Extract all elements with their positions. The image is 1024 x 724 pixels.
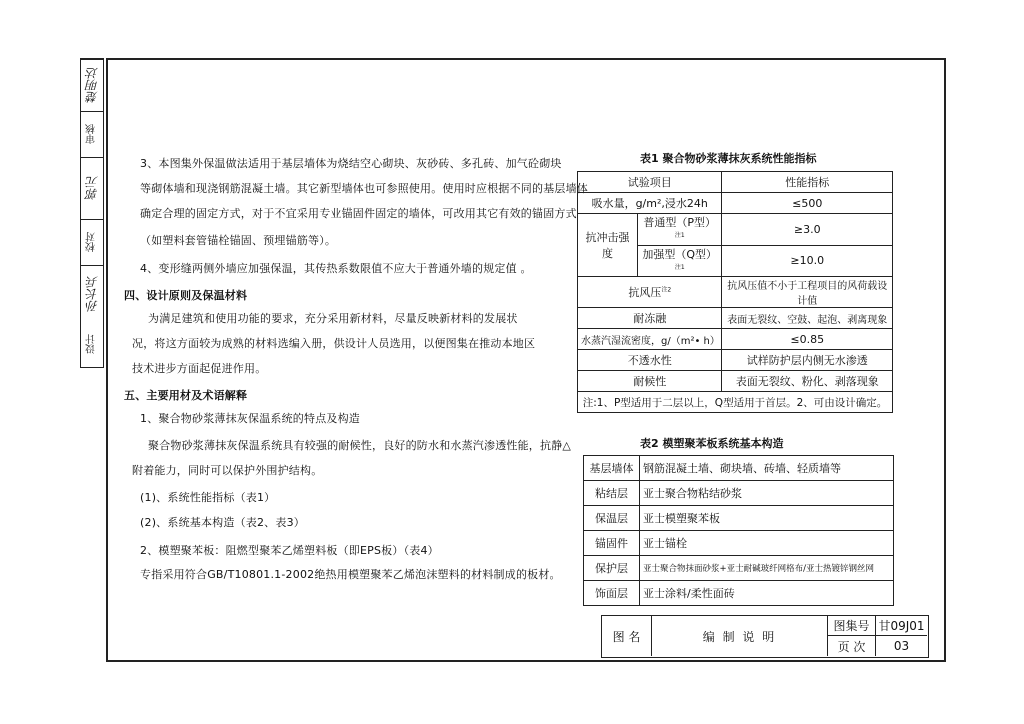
paragraph-line: 3、本图集外保温做法适用于基层墙体为烧结空心砌块、灰砂砖、多孔砖、加气砼砌块: [140, 157, 562, 170]
subsection-heading: 1、聚合物砂浆薄抹灰保温系统的特点及构造: [140, 412, 360, 425]
table-cell: 普通型（P型）$^{注1}$: [638, 214, 722, 246]
designer-signature: 孙长兵: [81, 265, 103, 323]
paragraph-line: 聚合物砂浆薄抹灰保温系统具有较强的耐候性，良好的防水和水蒸汽渗透性能，抗静△: [148, 439, 572, 452]
table-note: 注:1、P型适用于二层以上，Q型适用于首层。2、可由设计确定。: [578, 392, 893, 413]
table-cell: ≤500: [722, 193, 893, 214]
table-cell: 亚士涂料/柔性面砖: [640, 581, 894, 606]
performance-table: [577, 171, 893, 413]
table-header: 性能指标: [722, 172, 893, 193]
table-cell: 表面无裂纹、空鼓、起泡、剥离现象: [722, 308, 893, 329]
table-cell: 粘结层: [584, 481, 640, 506]
reviewer-signature: 楚明达: [81, 59, 103, 111]
paragraph-line: 技术进步方面起促进作用。: [132, 362, 267, 375]
table-cell: 抗冲击强度: [578, 214, 638, 277]
table-cell: 试样防护层内侧无水渗透: [722, 350, 893, 371]
approval-strip: [80, 58, 104, 368]
table-cell: ≤0.85: [722, 329, 893, 350]
paragraph-line: 附着能力，同时可以保护外围护结构。: [132, 464, 323, 477]
table-cell: 水蒸汽湿流密度，g/（m²• h）: [578, 329, 722, 350]
checker-label: 校对: [81, 219, 103, 265]
table-cell: 饰面层: [584, 581, 640, 606]
table-cell: 耐候性: [578, 371, 722, 392]
table-cell: 钢筋混凝土墙、砌块墙、砖墙、轻质墙等: [640, 456, 894, 481]
table-cell: 吸水量，g/m²,浸水24h: [578, 193, 722, 214]
table-cell: 保护层: [584, 556, 640, 581]
table-cell: 基层墙体: [584, 456, 640, 481]
section-heading: 五、主要用材及术语解释: [124, 389, 248, 402]
structure-table: [583, 455, 894, 606]
paragraph-line: 为满足建筑和使用功能的要求，充分采用新材料，尽量反映新材料的发展状: [148, 312, 518, 325]
paragraph-line: 4、变形缝两侧外墙应加强保温，其传热系数限值不应大于普通外墙的规定值 。: [140, 262, 532, 275]
paragraph-line: （如塑料套管锚栓锚固、预埋锚筋等）。: [140, 234, 337, 247]
atlas-number: 甘09J01: [876, 616, 927, 636]
table-cell: 抗风压值不小于工程项目的风荷载设计值: [722, 277, 893, 308]
table-cell: 亚士聚合物抹面砂浆+亚士耐碱玻纤网格布/亚士热镀锌钢丝网: [640, 556, 894, 581]
reviewer-label: 审核: [81, 111, 103, 157]
table-cell: ≥10.0: [722, 245, 893, 277]
paragraph-line: 等砌体墙和现浇钢筋混凝土墙。其它新型墙体也可参照使用。使用时应根据不同的基层墙体: [140, 182, 588, 195]
list-item: (1)、系统性能指标（表1）: [140, 491, 276, 504]
section-heading: 四、设计原则及保温材料: [124, 289, 248, 302]
table-cell: 表面无裂纹、粉化、剥落现象: [722, 371, 893, 392]
page-number: 03: [893, 639, 910, 653]
paragraph-line: 专指采用符合GB/T10801.1-2002绝热用模塑聚苯乙烯泡沫塑料的材料制成的板材。: [140, 568, 561, 581]
table-cell: 不透水性: [578, 350, 722, 371]
drawing-name-label: 图 名: [602, 616, 652, 656]
paragraph-line: 况，将这方面较为成熟的材料选编入册，供设计人员选用，以便图集在推动本地区: [132, 337, 536, 350]
table-cell: 抗风压$^{注2}$: [578, 277, 722, 308]
table-cell: 耐冻融: [578, 308, 722, 329]
table-cell: 锚固件: [584, 531, 640, 556]
table-cell: ≥3.0: [722, 214, 893, 246]
table-cell: 加强型（Q型）$^{注1}$: [638, 245, 722, 277]
atlas-number-label: 图集号: [828, 616, 876, 636]
table-cell: 亚士模塑聚苯板: [640, 506, 894, 531]
table2-caption: 表2 模塑聚苯板系统基本构造: [640, 437, 784, 450]
page-label: 页 次: [828, 636, 876, 656]
subsection-heading: 2、模塑聚苯板：阻燃型聚苯乙烯塑料板（即EPS板）（表4）: [140, 544, 439, 557]
drawing-title: 编 制 说 明: [652, 616, 828, 656]
designer-label: 设计: [86, 334, 98, 355]
table-cell: 亚士聚合物粘结砂浆: [640, 481, 894, 506]
checker-signature: 郭元: [81, 157, 103, 219]
title-block: [601, 615, 929, 658]
paragraph-line: 确定合理的固定方式，对于不宜采用专业锚固件固定的墙体，可改用其它有效的锚固方式: [140, 207, 577, 220]
table-cell: 亚士锚栓: [640, 531, 894, 556]
table-header: 试验项目: [578, 172, 722, 193]
table-cell: 保温层: [584, 506, 640, 531]
list-item: (2)、系统基本构造（表2、表3）: [140, 516, 305, 529]
table1-caption: 表1 聚合物砂浆薄抹灰系统性能指标: [640, 152, 817, 165]
